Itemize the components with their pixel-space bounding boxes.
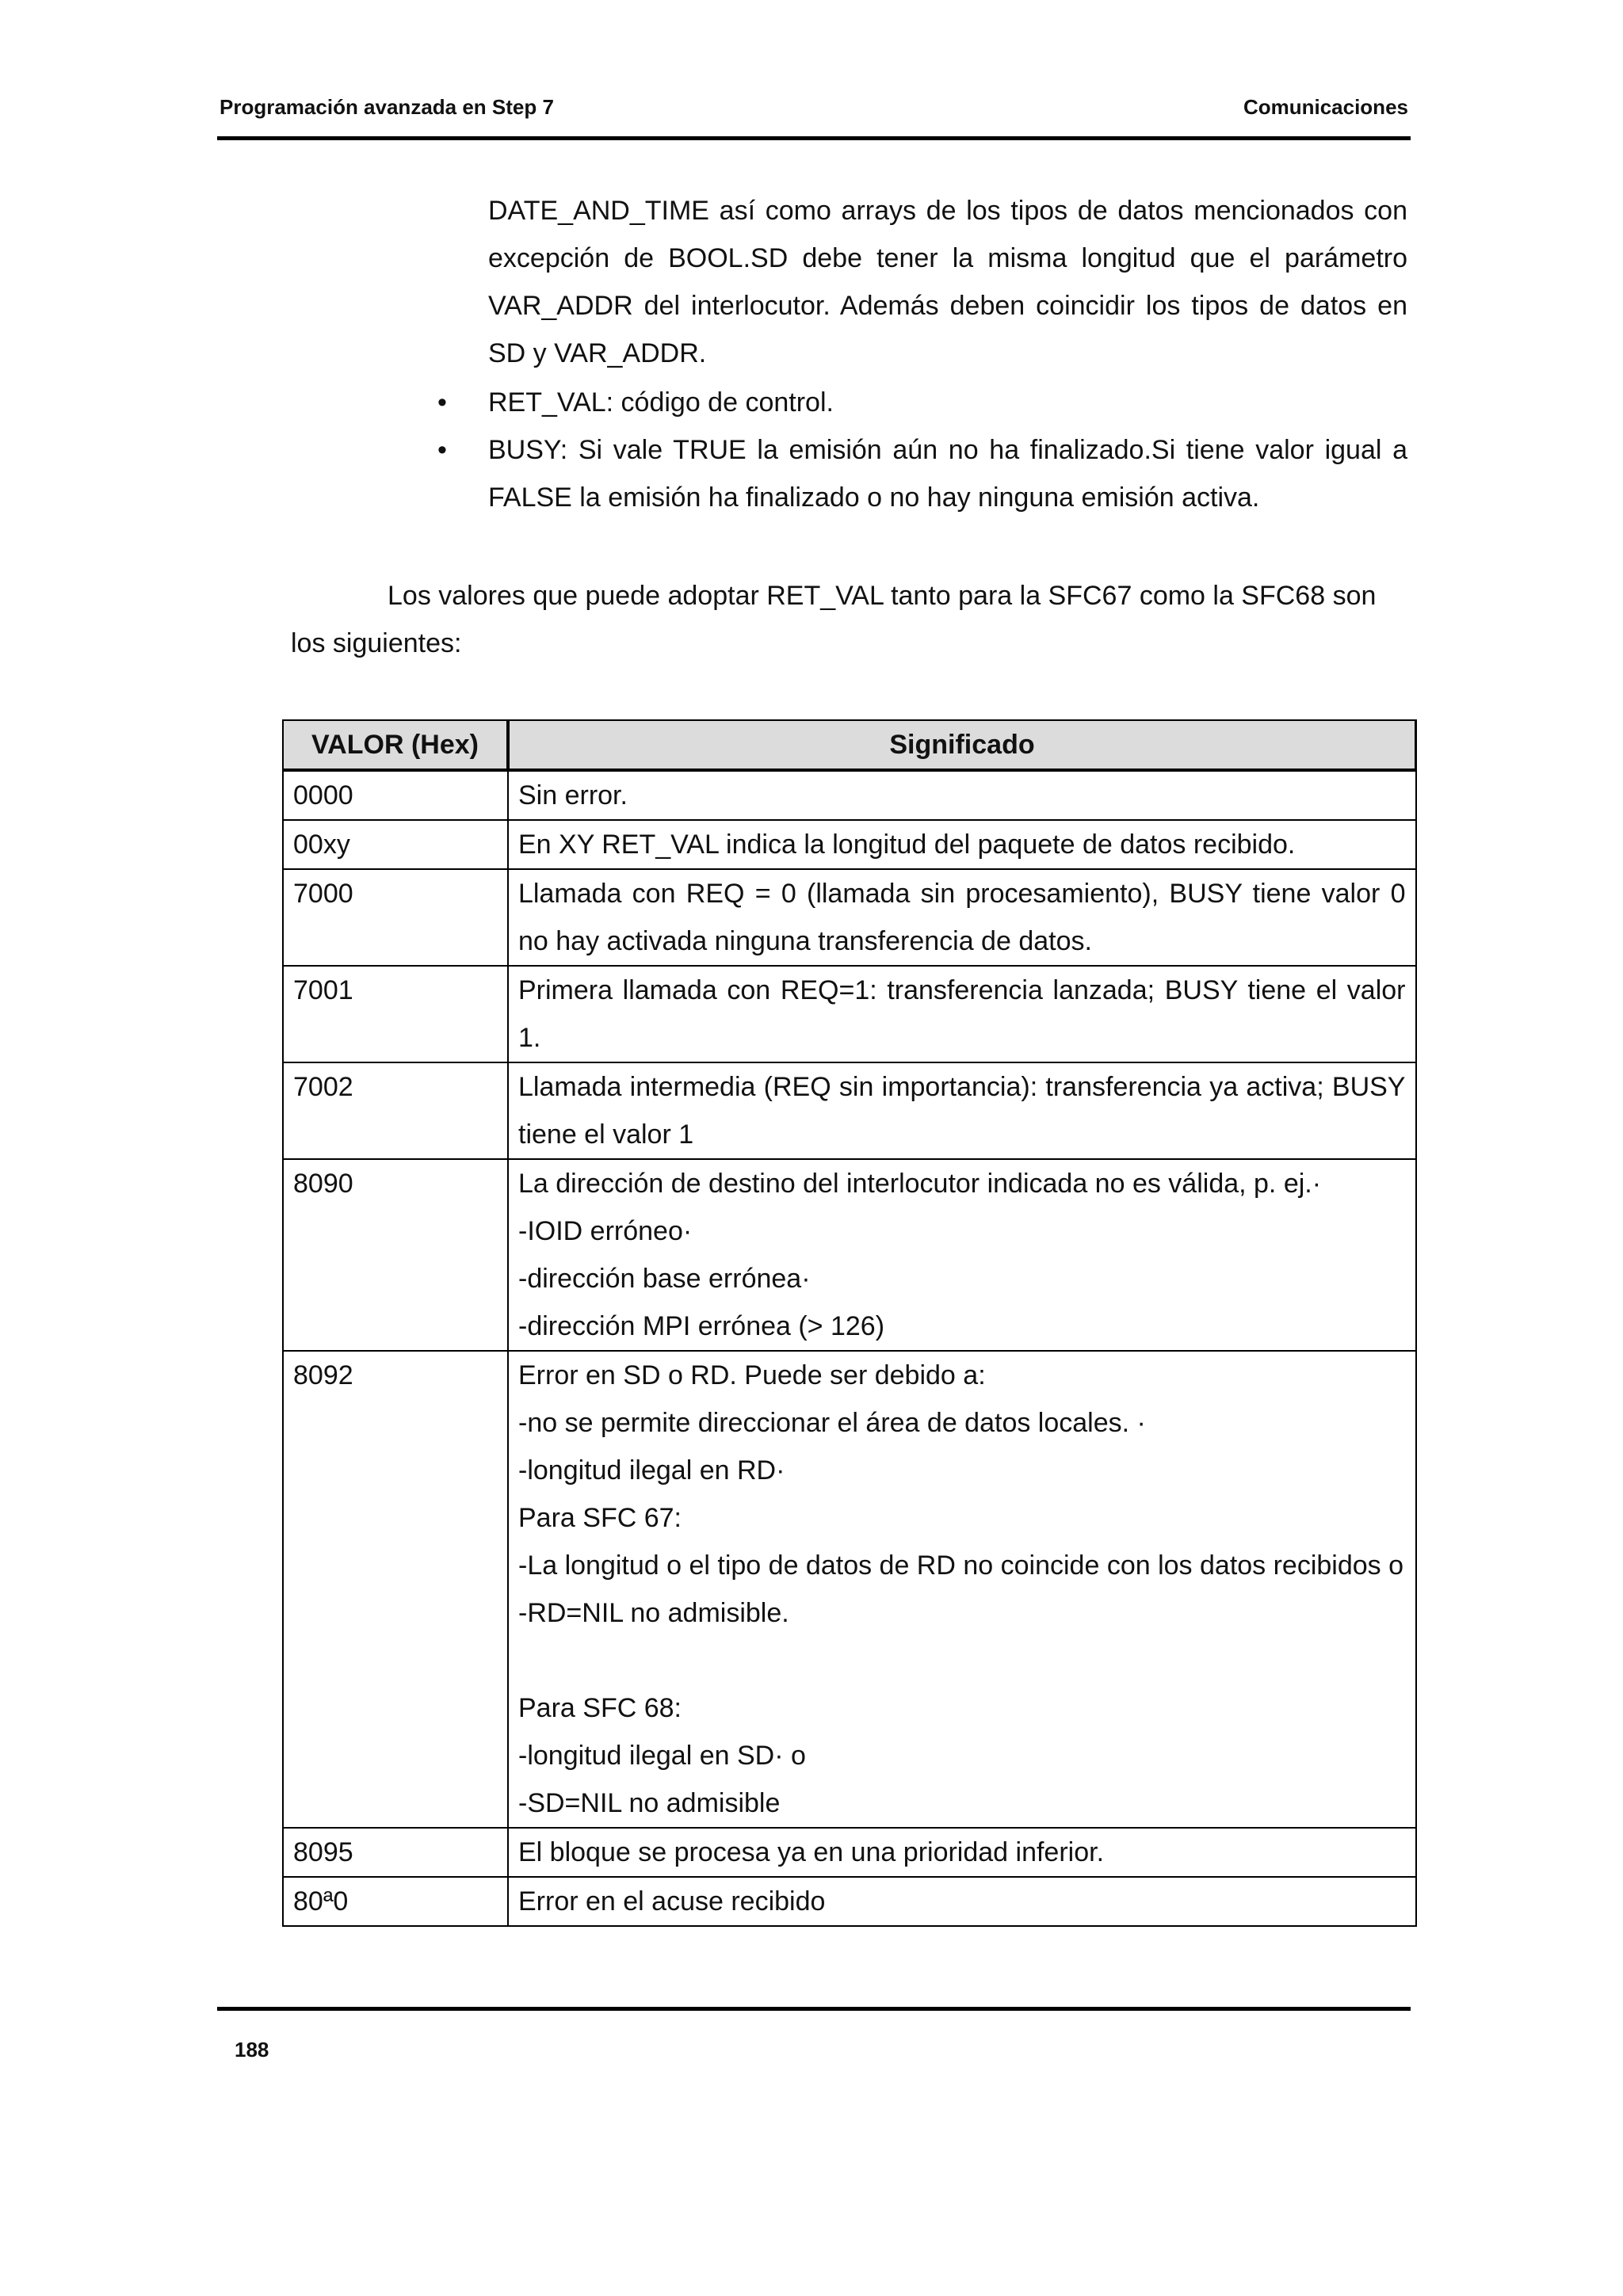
bullet-item [428, 379, 1407, 426]
cell-value: 8092 [283, 1351, 508, 1828]
meaning-line: Llamada intermedia (REQ sin importancia): transferencia ya activa; BUSY tiene el valor 1 [518, 1072, 1406, 1150]
table-header-row [283, 720, 1416, 770]
bullet-dot: • [437, 387, 447, 418]
header-valor: VALOR (Hex) [283, 720, 508, 770]
table-row [283, 820, 1416, 869]
meaning-line: -SD=NIL no admisible [518, 1788, 781, 1818]
cell-value: 8095 [283, 1828, 508, 1877]
meaning-line: Llamada con REQ = 0 (llamada sin procesamiento), BUSY tiene valor 0 no hay activada ninguna transferencia de datos. [518, 879, 1406, 956]
page-number: 188 [235, 2038, 269, 2061]
cell-value: 00xy [283, 820, 508, 869]
cell-value: 7000 [283, 869, 508, 966]
table-row [283, 1062, 1416, 1159]
meaning-line: -dirección base errónea· [518, 1264, 811, 1294]
meaning-line: El bloque se procesa ya en una prioridad inferior. [518, 1837, 1105, 1867]
cell-meaning [508, 1062, 1416, 1159]
cell-value: 80ª0 [283, 1877, 508, 1926]
cell-value: 7002 [283, 1062, 508, 1159]
meaning-line: -no se permite direccionar el área de datos locales. · [518, 1408, 1146, 1438]
cell-value: 7001 [283, 966, 508, 1062]
header-title: Programación avanzada en Step 7 [220, 95, 554, 119]
meaning-line: La dirección de destino del interlocutor indicada no es válida, p. ej.· [518, 1169, 1322, 1199]
meaning-line: -longitud ilegal en SD· o [518, 1741, 806, 1771]
cell-value: 8090 [283, 1159, 508, 1351]
intro-paragraph [291, 572, 1408, 667]
bullet-item [428, 426, 1407, 521]
meaning-line: -La longitud o el tipo de datos de RD no coincide con los datos recibidos o [518, 1550, 1404, 1581]
cell-meaning [508, 1159, 1416, 1351]
bullet-text: RET_VAL: código de control. [488, 387, 834, 418]
header-significado: Significado [508, 720, 1416, 770]
meaning-line [518, 1637, 1406, 1684]
table-body [283, 770, 1416, 1926]
meaning-line: Sin error. [518, 780, 628, 810]
table-row [283, 770, 1416, 820]
page-header [220, 95, 1408, 120]
header-rule [217, 136, 1411, 140]
meaning-line: -longitud ilegal en RD· [518, 1455, 785, 1486]
cell-meaning [508, 820, 1416, 869]
intro-line-1: Los valores que puede adoptar RET_VAL tanto para la SFC67 como la SFC68 son [388, 581, 1377, 611]
table-row [283, 1159, 1416, 1351]
continuation-text: DATE_AND_TIME así como arrays de los tipos de datos mencionados con excepción de BOOL.SD debe tener la misma longitud que el parámetro VAR_ADDR del interlocutor. Además deben coincidir los tipos de datos en SD y VAR_ADDR. [488, 196, 1407, 368]
meaning-line: Primera llamada con REQ=1: transferencia lanzada; BUSY tiene el valor 1. [518, 975, 1406, 1053]
footer-rule [217, 2007, 1411, 2011]
cell-meaning [508, 770, 1416, 820]
meaning-line: En XY RET_VAL indica la longitud del paquete de datos recibido. [518, 830, 1296, 860]
bullet-dot: • [437, 435, 447, 465]
cell-meaning [508, 1828, 1416, 1877]
table-row [283, 1877, 1416, 1926]
cell-meaning [508, 966, 1416, 1062]
meaning-line: Error en el acuse recibido [518, 1886, 826, 1917]
meaning-line: Para SFC 67: [518, 1503, 682, 1533]
continuation-paragraph [488, 187, 1407, 377]
cell-meaning [508, 1877, 1416, 1926]
intro-line-2: los siguientes: [291, 628, 462, 658]
ret-val-table [282, 719, 1417, 1927]
meaning-line: -RD=NIL no admisible. [518, 1598, 789, 1628]
table-row [283, 1828, 1416, 1877]
table-row [283, 869, 1416, 966]
cell-meaning [508, 869, 1416, 966]
table-row [283, 1351, 1416, 1828]
meaning-line: -dirección MPI errónea (> 126) [518, 1311, 885, 1341]
meaning-line: -IOID erróneo· [518, 1216, 693, 1246]
meaning-line: Error en SD o RD. Puede ser debido a: [518, 1360, 986, 1390]
table-row [283, 966, 1416, 1062]
bullet-list [428, 379, 1407, 521]
header-section: Comunicaciones [1243, 95, 1408, 119]
bullet-text: BUSY: Si vale TRUE la emisión aún no ha finalizado.Si tiene valor igual a FALSE la emisión ha finalizado o no hay ninguna emisión activa. [488, 435, 1407, 513]
meaning-line: Para SFC 68: [518, 1693, 682, 1723]
cell-meaning [508, 1351, 1416, 1828]
cell-value: 0000 [283, 770, 508, 820]
